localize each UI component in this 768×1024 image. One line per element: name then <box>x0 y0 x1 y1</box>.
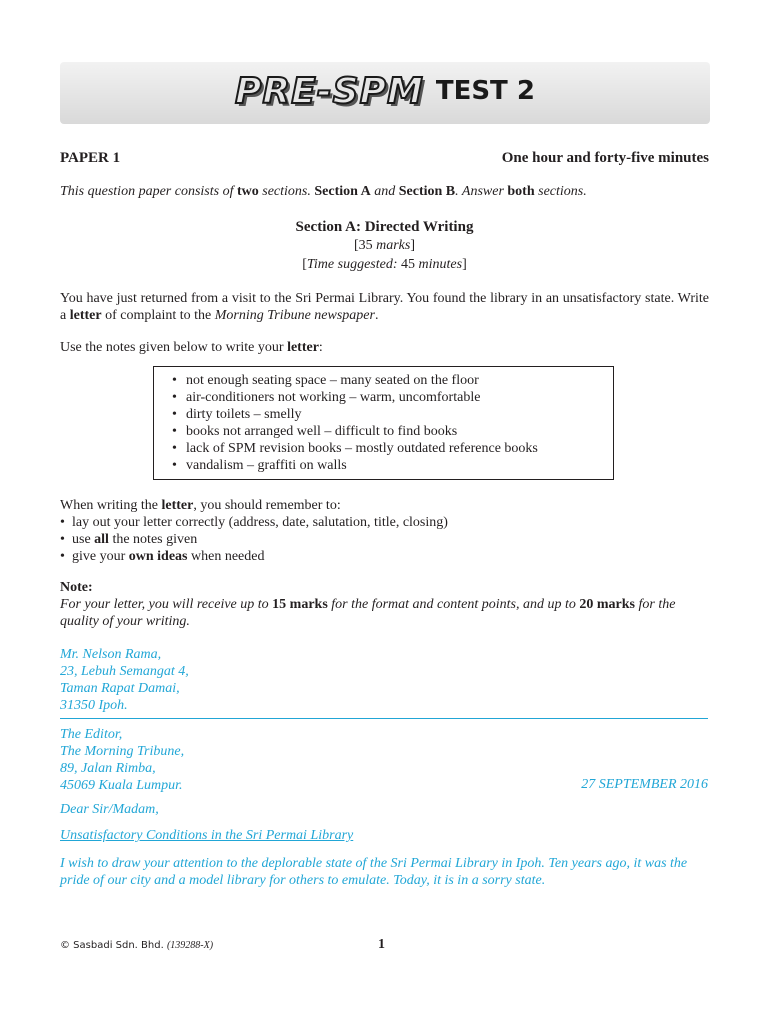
note-part: For your letter, you will receive up to <box>60 597 273 612</box>
remember-item <box>60 531 448 548</box>
intro-part: . Answer <box>455 184 508 199</box>
remember-part: , you should remember to: <box>193 498 341 513</box>
use-notes-part: : <box>318 340 323 355</box>
task-part: of complaint to the <box>101 308 215 323</box>
paper-label: PAPER 1 <box>60 150 121 166</box>
section-heading: Section A: Directed Writing <box>295 219 474 235</box>
note-bold: 20 marks <box>579 597 636 612</box>
note-item: • air-conditioners not working – warm, uncomfortable <box>172 389 613 406</box>
note-bold: 15 marks <box>272 597 328 612</box>
section-marks <box>60 238 709 254</box>
publisher-name: © Sasbadi Sdn. Bhd. <box>60 940 164 951</box>
paper-row <box>60 150 709 167</box>
title-main: PRE-SPM <box>235 70 424 112</box>
remember-item-text: lay out your letter correctly (address, date, salutation, title, closing) <box>72 515 448 530</box>
section-time <box>60 257 709 273</box>
sender-line: Mr. Nelson Rama, <box>60 647 162 662</box>
intro-bold: two <box>236 184 259 199</box>
use-notes-part: Use the notes given below to write your <box>60 340 288 355</box>
task-italic: Morning Tribune newspaper <box>214 308 375 323</box>
task-paragraph <box>60 290 709 324</box>
footer-publisher <box>60 940 213 951</box>
intro-part: sections. <box>258 184 315 199</box>
remember-bold: letter <box>161 498 194 513</box>
time-part: [ <box>302 257 307 272</box>
sender-line: Taman Rapat Damai, <box>60 681 180 696</box>
note-item: • not enough seating space – many seated on the floor <box>172 372 613 389</box>
remember-item-text: the notes given <box>108 532 198 547</box>
remember-block <box>60 497 448 565</box>
marks-part: [35 <box>353 238 377 253</box>
time-part: ] <box>462 257 467 272</box>
intro-part: This question paper consists of <box>60 184 237 199</box>
notes-list <box>154 367 613 474</box>
marks-word: marks <box>376 238 411 253</box>
task-part: . <box>374 308 379 323</box>
task-part: You have just returned from a visit to the Sri Permai Library. You found the library in an unsatisfactory state. Write a <box>60 291 709 323</box>
salutation: Dear Sir/Madam, <box>60 802 159 817</box>
remember-item <box>60 548 448 565</box>
sender-address <box>60 646 189 714</box>
recipient-address <box>60 726 184 794</box>
remember-item-bold: own ideas <box>128 549 188 564</box>
intro-part: and <box>370 184 399 199</box>
note-part: for the quality of your writing. <box>60 597 676 629</box>
sender-line: 23, Lebuh Semangat 4, <box>60 664 189 679</box>
task-bold: letter <box>69 308 102 323</box>
note-text <box>60 596 709 630</box>
title-banner <box>60 62 710 124</box>
notes-box <box>153 366 614 480</box>
remember-part: When writing the <box>60 498 162 513</box>
recipient-line: The Morning Tribune, <box>60 744 185 759</box>
remember-item-bold: all <box>94 532 109 547</box>
intro-part: sections. <box>534 184 587 199</box>
note-item: • books not arranged well – difficult to find books <box>172 423 613 440</box>
use-notes-line <box>60 339 709 356</box>
letter-date: 27 SEPTEMBER 2016 <box>581 777 708 792</box>
note-item: • lack of SPM revision books – mostly outdated reference books <box>172 440 613 457</box>
intro-text <box>60 184 587 200</box>
marks-part: ] <box>410 238 416 253</box>
time-value: 45 <box>397 257 419 272</box>
paper-duration: One hour and forty-five minutes <box>501 150 709 166</box>
letter-subject: Unsatisfactory Conditions in the Sri Permai Library <box>60 828 354 843</box>
remember-item-text: when needed <box>187 549 265 564</box>
recipient-line: 45069 Kuala Lumpur. <box>60 778 183 793</box>
publisher-reg: (139288-X) <box>166 940 214 951</box>
time-unit: minutes <box>418 257 463 272</box>
letter-body: I wish to draw your attention to the deplorable state of the Sri Permai Library in Ipoh. Ten years ago, it was the pride of our city and a model library for others to emulate. Today, it is in a sorry state. <box>60 856 688 888</box>
title-sub: TEST 2 <box>435 76 535 106</box>
divider-line <box>60 718 708 719</box>
note-item: • vandalism – graffiti on walls <box>172 457 613 474</box>
time-word: Time suggested: <box>306 257 398 272</box>
use-notes-bold: letter <box>287 340 319 355</box>
intro-bold: Section B <box>398 184 456 199</box>
remember-item <box>60 514 448 531</box>
page-number: 1 <box>378 937 385 952</box>
remember-intro <box>60 497 448 514</box>
sender-line: 31350 Ipoh. <box>60 698 128 713</box>
recipient-line: The Editor, <box>60 727 123 742</box>
intro-bold: both <box>507 184 535 199</box>
recipient-line: 89, Jalan Rimba, <box>60 761 156 776</box>
note-item: • dirty toilets – smelly <box>172 406 613 423</box>
note-part: for the format and content points, and up to <box>327 597 580 612</box>
remember-item-text: give your <box>72 549 129 564</box>
intro-bold: Section A <box>314 184 371 199</box>
remember-item-text: use <box>72 532 95 547</box>
note-heading: Note: <box>60 580 93 595</box>
